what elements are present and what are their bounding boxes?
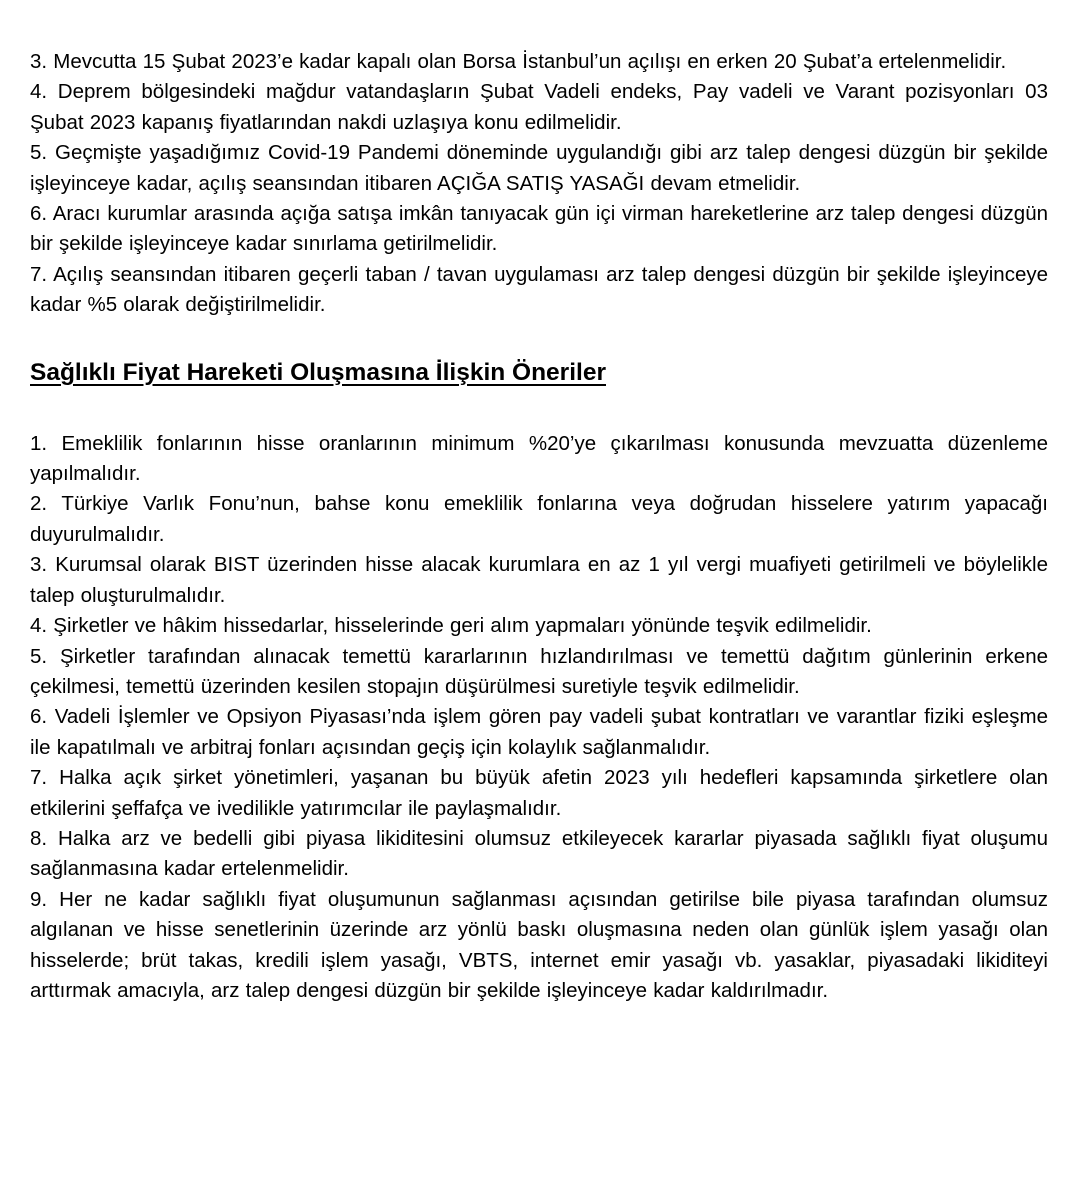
list-item: 1. Emeklilik fonlarının hisse oranlarının minimum %20’ye çıkarılması konusunda mevzuatta düzenleme yapılmalıdır. <box>30 431 1048 486</box>
section-heading: Sağlıklı Fiyat Hareketi Oluşmasına İlişkin Öneriler <box>30 358 606 386</box>
list-item: 4. Deprem bölgesindeki mağdur vatandaşların Şubat Vadeli endeks, Pay vadeli ve Varant pozisyonları 03 Şubat 2023 kapanış fiyatlarından nakdi uzlaşıya konu edilmelidir. <box>30 80 1048 134</box>
list-item: 2. Türkiye Varlık Fonu’nun, bahse konu emeklilik fonlarına veya doğrudan hisselere yatırım yapacağı duyurulmalıdır. <box>30 492 1048 546</box>
list-item: 7. Açılış seansından itibaren geçerli taban / tavan uygulaması arz talep dengesi düzgün bir şekilde işleyinceye kadar %5 olarak değiştirilmelidir. <box>30 262 1048 317</box>
list-item: 6. Aracı kurumlar arasında açığa satışa imkân tanıyacak gün içi virman hareketlerine arz talep dengesi düzgün bir şekilde işleyinceye kadar sınırlama getirilmelidir. <box>30 202 1048 256</box>
market-measures-list <box>30 47 1048 321</box>
list-item: 7. Halka açık şirket yönetimleri, yaşanan bu büyük afetin 2023 yılı hedefleri kapsamında şirketlere olan etkilerini şeffafça ve ivedilikle yatırımcılar ile paylaşmalıdır. <box>30 766 1048 820</box>
list-item: 9. Her ne kadar sağlıklı fiyat oluşumunun sağlanması açısından getirilse bile piyasa tarafından olumsuz algılanan ve hisse senetlerinin üzerinde arz yönlü baskı oluşmasına neden olan günlük işlem yasağı olan hisselerde; brüt takas, kredili işlem yasağı, VBTS, internet emir yasağı vb. yasaklar, piyasadaki likiditeyi arttırmak amacıyla, arz talep dengesi düzgün bir şekilde işleyinceye kadar kaldırılmadır. <box>30 887 1048 1002</box>
list-item: 5. Şirketler tarafından alınacak temettü kararlarının hızlandırılması ve temettü dağıtım günlerinin erkene çekilmesi, temettü üzerinden kesilen stopajın düşürülmesi suretiyle teşvik edilmelidir. <box>30 644 1048 698</box>
price-formation-recommendations-list <box>30 429 1048 1007</box>
list-item: 5. Geçmişte yaşadığımız Covid-19 Pandemi döneminde uygulandığı gibi arz talep dengesi düzgün bir şekilde işleyinceye kadar, açılış seansından itibaren AÇIĞA SATIŞ YASAĞI devam etmelidir. <box>30 141 1048 195</box>
list-item: 3. Kurumsal olarak BIST üzerinden hisse alacak kurumlara en az 1 yıl vergi muafiyeti getirilmeli ve böylelikle talep oluşturulmalıdır. <box>30 553 1048 607</box>
list-item: 3. Mevcutta 15 Şubat 2023’e kadar kapalı olan Borsa İstanbul’un açılışı en erken 20 Şubat’a ertelenmelidir. <box>30 50 1007 73</box>
list-item: 6. Vadeli İşlemler ve Opsiyon Piyasası’nda işlem gören pay vadeli şubat kontratları ve varantlar fiziki eşleşme ile kapatılmalı ve arbitraj fonları açısından geçiş için kolaylık sağlanmalıdır. <box>30 705 1048 759</box>
list-item: 8. Halka arz ve bedelli gibi piyasa likiditesini olumsuz etkileyecek kararlar piyasada sağlıklı fiyat oluşumu sağlanmasına kadar ertelenmelidir. <box>30 826 1048 881</box>
list-item: 4. Şirketler ve hâkim hissedarlar, hisselerinde geri alım yapmaları yönünde teşvik edilmelidir. <box>30 614 872 638</box>
